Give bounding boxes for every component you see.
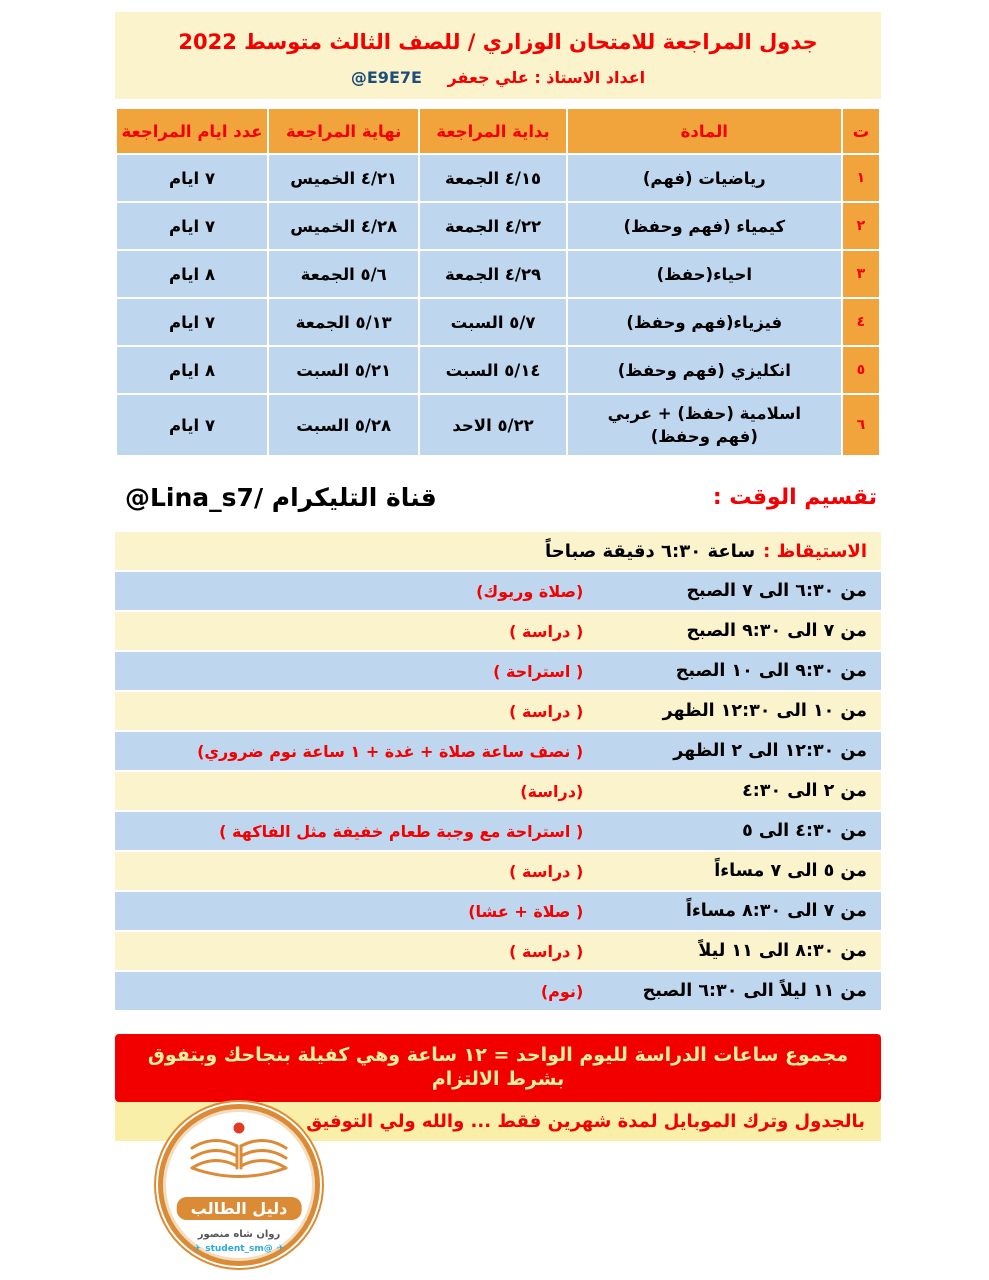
- wake-label: الاستيقاظ :: [763, 540, 867, 562]
- activity: ( صلاة + عشا): [468, 901, 584, 921]
- schedule-row: [115, 892, 881, 930]
- col-header-subject: المادة: [567, 108, 842, 154]
- schedule-row: [115, 812, 881, 850]
- time-range: من ٨:٣٠ الى ١١ ليلاً: [698, 941, 867, 962]
- telegram-channel-handle: @Lina_s7: [125, 483, 254, 513]
- activity: ( دراسة ): [509, 861, 584, 881]
- table-row: [116, 154, 880, 202]
- schedule-row: [115, 732, 881, 770]
- logo-handle-line: [163, 1244, 315, 1254]
- telegram-channel-label: قناة التليكرام /: [253, 483, 437, 513]
- schedule-row: [115, 932, 881, 970]
- time-range: من ١٠ الى ١٢:٣٠ الظهر: [662, 701, 867, 722]
- header-block: [115, 12, 881, 99]
- subject-cell: كيمياء (فهم وحفظ): [567, 202, 842, 250]
- telegram-icon: ✈: [276, 1244, 285, 1254]
- row-number: ١: [842, 154, 880, 202]
- start-cell: ٤/٢٩ الجمعة: [419, 250, 566, 298]
- col-header-number: ت: [842, 108, 880, 154]
- time-range: من ١٢:٣٠ الى ٢ الظهر: [673, 741, 867, 762]
- end-cell: ٥/٢٨ السبت: [268, 394, 419, 456]
- activity: ( استراحة ): [493, 661, 584, 681]
- subject-cell: انكليزي (فهم وحفظ): [567, 346, 842, 394]
- schedule-row: [115, 772, 881, 810]
- schedule-row: [115, 612, 881, 650]
- schedule-row: [115, 572, 881, 610]
- table-row: [116, 298, 880, 346]
- table-row: [116, 346, 880, 394]
- start-cell: ٤/٢٢ الجمعة: [419, 202, 566, 250]
- end-cell: ٥/٢١ السبت: [268, 346, 419, 394]
- author-telegram-handle: @E9E7E: [350, 68, 422, 88]
- time-range: من ١١ ليلاً الى ٦:٣٠ الصبح: [642, 981, 867, 1002]
- telegram-channel-line: [125, 483, 437, 512]
- schedule-row: [115, 972, 881, 1010]
- time-range: من ٩:٣٠ الى ١٠ الصبح: [675, 661, 867, 682]
- telegram-icon: ✈: [193, 1244, 202, 1254]
- middle-line: [115, 483, 881, 512]
- open-book-icon: [183, 1117, 295, 1197]
- subject-cell: احياء(حفظ): [567, 250, 842, 298]
- time-range: من ٢ الى ٤:٣٠: [742, 781, 867, 802]
- activity: (نوم): [540, 981, 584, 1001]
- time-range: من ٥ الى ٧ مساءاً: [714, 861, 867, 882]
- days-cell: ٧ ايام: [116, 202, 268, 250]
- time-range: من ٤:٣٠ الى ٥: [742, 821, 867, 842]
- days-cell: ٧ ايام: [116, 154, 268, 202]
- activity: ( نصف ساعة صلاة + غدة + ١ ساعة نوم ضروري): [197, 741, 584, 761]
- page-title: جدول المراجعة للامتحان الوزاري / للصف الثالث متوسط 2022: [178, 30, 818, 54]
- time-division-title: تقسيم الوقت :: [712, 485, 877, 511]
- row-number: ٥: [842, 346, 880, 394]
- activity: ( دراسة ): [509, 621, 584, 641]
- row-number: ٢: [842, 202, 880, 250]
- wake-time-text: ساعة ٦:٣٠ دقيقة صباحاً: [545, 540, 756, 562]
- days-cell: ٨ ايام: [116, 250, 268, 298]
- start-cell: ٤/١٥ الجمعة: [419, 154, 566, 202]
- activity: ( دراسة ): [509, 941, 584, 961]
- time-range: من ٧ الى ٨:٣٠ مساءاً: [685, 901, 867, 922]
- activity: ( استراحة مع وجبة طعام خفيفة مثل الفاكهة ): [219, 821, 584, 841]
- days-cell: ٧ ايام: [116, 394, 268, 456]
- schedule-row: [115, 852, 881, 890]
- subject-cell: رياضيات (فهم): [567, 154, 842, 202]
- subject-cell: فيزياء(فهم وحفظ): [567, 298, 842, 346]
- summary-banner-line2: بالجدول وترك الموبايل لمدة شهرين فقط ... والله ولي التوفيق .: [115, 1102, 881, 1141]
- row-number: ٤: [842, 298, 880, 346]
- wake-up-row: [115, 532, 881, 570]
- col-header-start: بداية المراجعة: [419, 108, 566, 154]
- start-cell: ٥/٢٢ الاحد: [419, 394, 566, 456]
- table-header-row: [116, 108, 880, 154]
- start-cell: ٥/٧ السبت: [419, 298, 566, 346]
- summary-banner: مجموع ساعات الدراسة لليوم الواحد = ١٢ ساعة وهي كفيلة بنجاحك وبتفوق بشرط الالتزام: [115, 1034, 881, 1102]
- days-cell: ٨ ايام: [116, 346, 268, 394]
- schedule-row: [115, 692, 881, 730]
- subject-text: اسلامية (حفظ) + عربي (فهم وحفظ): [607, 404, 801, 447]
- activity: (صلاة وريوك): [476, 581, 584, 601]
- days-cell: ٧ ايام: [116, 298, 268, 346]
- row-number: ٣: [842, 250, 880, 298]
- end-cell: ٥/٦ الجمعة: [268, 250, 419, 298]
- end-cell: ٤/٢٨ الخميس: [268, 202, 419, 250]
- subject-cell: [567, 394, 842, 456]
- col-header-days: عدد ايام المراجعة: [116, 108, 268, 154]
- start-cell: ٥/١٤ السبت: [419, 346, 566, 394]
- logo-telegram-handle: @student_sm: [205, 1244, 273, 1254]
- col-header-end: نهاية المراجعة: [268, 108, 419, 154]
- table-row: [116, 250, 880, 298]
- subtitle-line: [125, 68, 871, 87]
- table-row: [116, 202, 880, 250]
- activity: ( دراسة ): [509, 701, 584, 721]
- time-schedule: [115, 572, 881, 1010]
- time-range: من ٦:٣٠ الى ٧ الصبح: [686, 581, 867, 602]
- review-table: [115, 107, 881, 457]
- schedule-row: [115, 652, 881, 690]
- end-cell: ٤/٢١ الخميس: [268, 154, 419, 202]
- logo-title-ribbon: دليل الطالب: [177, 1197, 302, 1220]
- end-cell: ٥/١٣ الجمعة: [268, 298, 419, 346]
- prepared-by-text: اعداد الاستاذ : علي جعفر: [447, 68, 646, 88]
- activity: (دراسة): [520, 781, 584, 801]
- table-row: [116, 394, 880, 456]
- student-guide-logo: [158, 1104, 320, 1266]
- time-range: من ٧ الى ٩:٣٠ الصبح: [686, 621, 867, 642]
- poster-page: [115, 12, 881, 1141]
- row-number: ٦: [842, 394, 880, 456]
- logo-author-name: روان شاه منصور: [197, 1229, 281, 1240]
